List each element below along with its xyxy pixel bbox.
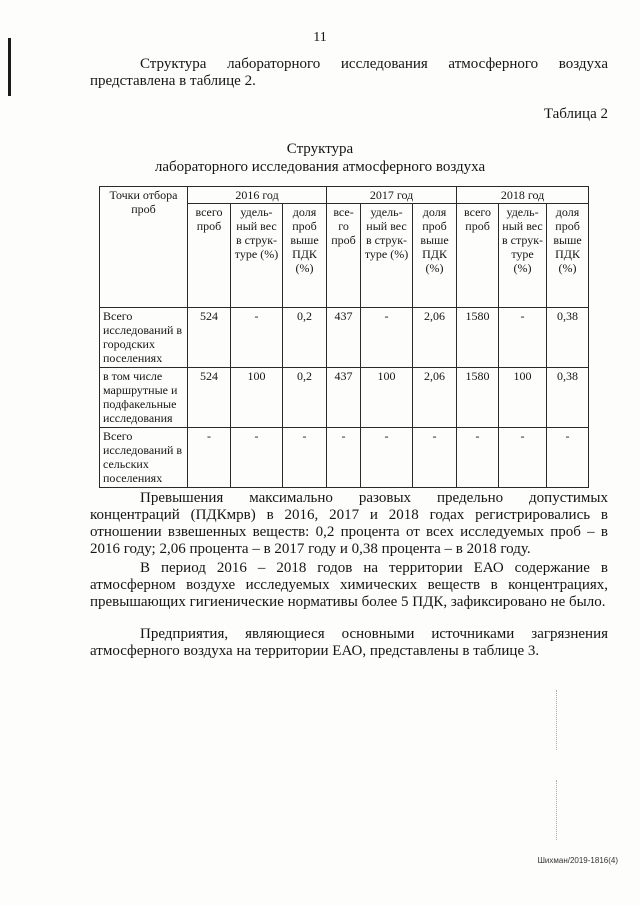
table-cell: 0,38 xyxy=(547,308,589,368)
subheader-share: удель-ный вес в струк-туре (%) xyxy=(499,204,547,308)
table-cell: - xyxy=(413,428,457,488)
table-cell: 100 xyxy=(231,368,283,428)
table-cell: - xyxy=(499,308,547,368)
table-cell: 524 xyxy=(188,308,231,368)
table-cell: 437 xyxy=(327,308,361,368)
paragraph-period: В период 2016 – 2018 годов на территории ЕАО содержание в атмосферном воздухе исследуемых химических веществ в концентрациях, превышающих гигиенические нормативы более 5 ПДК, зафиксировано не было. xyxy=(90,560,608,610)
subheader-share: удель-ный вес в струк-туре (%) xyxy=(361,204,413,308)
table-cell: 1580 xyxy=(457,308,499,368)
table-cell: - xyxy=(457,428,499,488)
table-row xyxy=(100,368,589,428)
table-label: Таблица 2 xyxy=(543,106,608,122)
intro-paragraph: Структура лабораторного исследования атмосферного воздуха представлена в таблице 2. xyxy=(90,56,608,89)
subheader-exceed: доля проб выше ПДК (%) xyxy=(283,204,327,308)
year-header-2016: 2016 год xyxy=(188,187,327,204)
table-cell: - xyxy=(361,428,413,488)
table-cell: 100 xyxy=(361,368,413,428)
row-label: Всего исследований в городских поселениях xyxy=(100,308,188,368)
table-cell: 100 xyxy=(499,368,547,428)
table-cell: - xyxy=(283,428,327,488)
table-title-line2: лабораторного исследования атмосферного воздуха xyxy=(154,159,486,175)
scan-artifact xyxy=(556,780,559,840)
table-row xyxy=(100,428,589,488)
subheader-total: все-го проб xyxy=(327,204,361,308)
table-cell: 0,2 xyxy=(283,308,327,368)
table-cell: 1580 xyxy=(457,368,499,428)
table-cell: - xyxy=(188,428,231,488)
table-cell: 0,38 xyxy=(547,368,589,428)
year-header-2018: 2018 год xyxy=(457,187,589,204)
year-header-2017: 2017 год xyxy=(327,187,457,204)
table-cell: 2,06 xyxy=(413,368,457,428)
row-label: Всего исследований в сельских поселениях xyxy=(100,428,188,488)
row-label: в том числе маршрутные и подфакельные исследования xyxy=(100,368,188,428)
margin-mark xyxy=(8,38,11,96)
table-cell: - xyxy=(547,428,589,488)
page-number: 11 xyxy=(313,30,327,45)
document-code: Шихман/2019-1816(4) xyxy=(537,856,618,865)
table-row xyxy=(100,308,589,368)
paragraph-exceedances: Превышения максимально разовых предельно допустимых концентраций (ПДКмрв) в 2016, 2017 и 2018 годах регистрировались в отношении взвешенных веществ: 0,2 процента от всех исследуемых проб – в 2016 году; 2,06 процента – в 2017 году и 0,38 процента – в 2018 году. xyxy=(90,490,608,557)
table-cell: 2,06 xyxy=(413,308,457,368)
lab-structure-table xyxy=(99,186,589,488)
subheader-total: всего проб xyxy=(457,204,499,308)
subheader-share: удель-ный вес в струк-туре (%) xyxy=(231,204,283,308)
scan-artifact xyxy=(556,690,559,750)
table-cell: 524 xyxy=(188,368,231,428)
corner-header: Точки отбора проб xyxy=(100,187,188,308)
table-title-line1: Структура xyxy=(286,141,354,157)
table-cell: 0,2 xyxy=(283,368,327,428)
table-cell: - xyxy=(231,308,283,368)
table-cell: - xyxy=(499,428,547,488)
table-cell: - xyxy=(361,308,413,368)
table-cell: 437 xyxy=(327,368,361,428)
subheader-exceed: доля проб выше ПДК (%) xyxy=(547,204,589,308)
subheader-total: всего проб xyxy=(188,204,231,308)
subheader-exceed: доля проб выше ПДК (%) xyxy=(413,204,457,308)
paragraph-enterprises: Предприятия, являющиеся основными источниками загрязнения атмосферного воздуха на территории ЕАО, представлены в таблице 3. xyxy=(90,626,608,659)
table-cell: - xyxy=(327,428,361,488)
table-title xyxy=(0,140,640,176)
table-cell: - xyxy=(231,428,283,488)
